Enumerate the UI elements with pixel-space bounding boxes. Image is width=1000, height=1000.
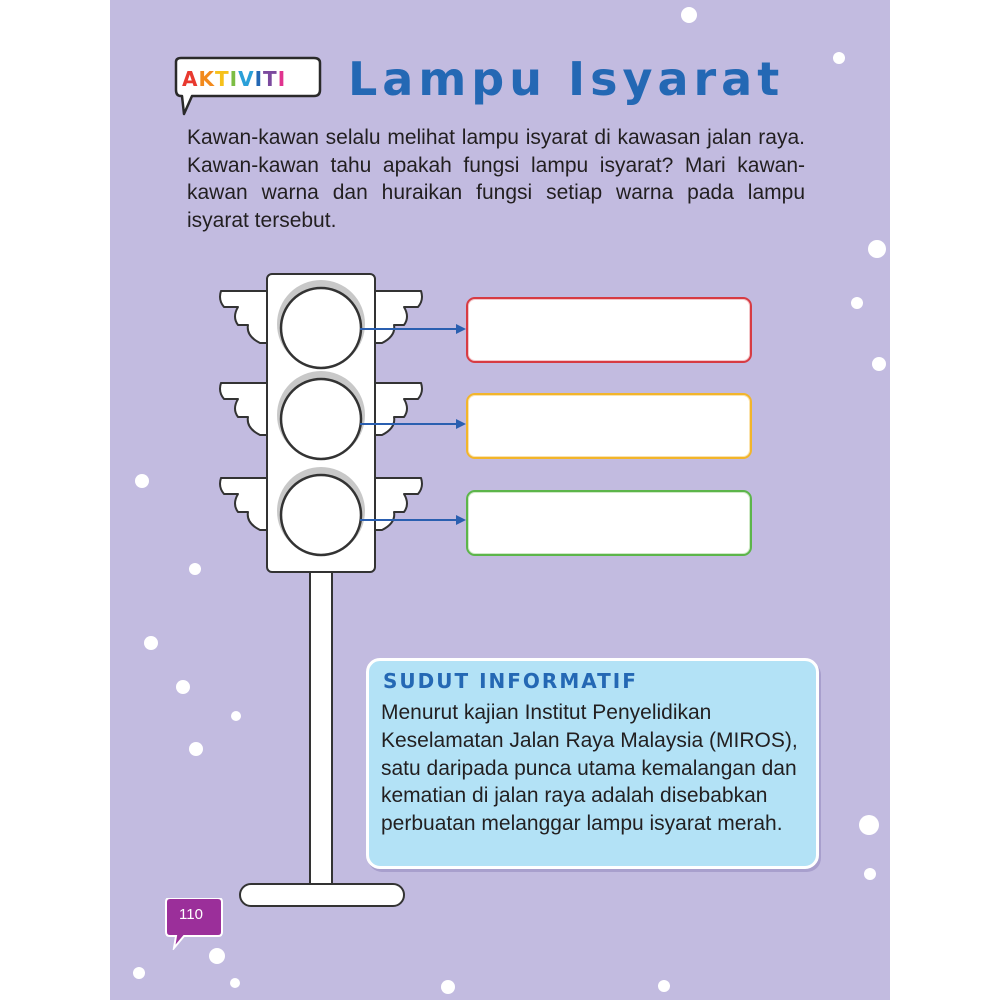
badge-letter: A	[182, 67, 198, 91]
page-title: Lampu Isyarat	[348, 52, 785, 106]
answer-box-red[interactable]	[466, 297, 752, 363]
middle-light-circle	[281, 379, 361, 459]
top-light-circle	[281, 288, 361, 368]
info-text: Menurut kajian Institut Penyelidikan Keselamatan Jalan Raya Malaysia (MIROS), satu daripada punca utama kemalangan dan kematian di jalan raya adalah disebabkan perbuatan melanggar lampu isyarat merah.	[381, 701, 798, 836]
answer-box-green[interactable]	[466, 490, 752, 556]
badge-letter: I	[254, 67, 263, 91]
badge-letter: K	[198, 67, 214, 91]
left-visor-middle	[220, 383, 267, 435]
page-number: 110	[179, 906, 203, 923]
badge-letter: V	[238, 67, 254, 91]
left-visor-bottom	[220, 478, 267, 530]
answer-box-yellow[interactable]	[466, 393, 752, 459]
left-visor-top	[220, 291, 267, 343]
right-visor-middle	[375, 383, 422, 435]
badge-letter: T	[214, 67, 229, 91]
badge-letter: T	[263, 67, 277, 91]
right-visor-top	[375, 291, 422, 343]
worksheet-page	[110, 0, 890, 1000]
right-visor-bottom	[375, 478, 422, 530]
badge-letter: I	[277, 67, 286, 91]
bottom-light-circle	[281, 475, 361, 555]
badge-letter: I	[229, 67, 238, 91]
info-title: SUDUT INFORMATIF	[383, 669, 638, 693]
traffic-light-base	[240, 884, 404, 906]
info-box	[366, 658, 819, 869]
intro-paragraph: Kawan-kawan selalu melihat lampu isyarat di kawasan jalan raya. Kawan-kawan tahu apakah fungsi lampu isyarat? Mari kawan-kawan warna dan huraikan fungsi setiap warna pada lampu isyarat tersebut.	[187, 126, 805, 232]
traffic-light-pole	[310, 570, 332, 890]
